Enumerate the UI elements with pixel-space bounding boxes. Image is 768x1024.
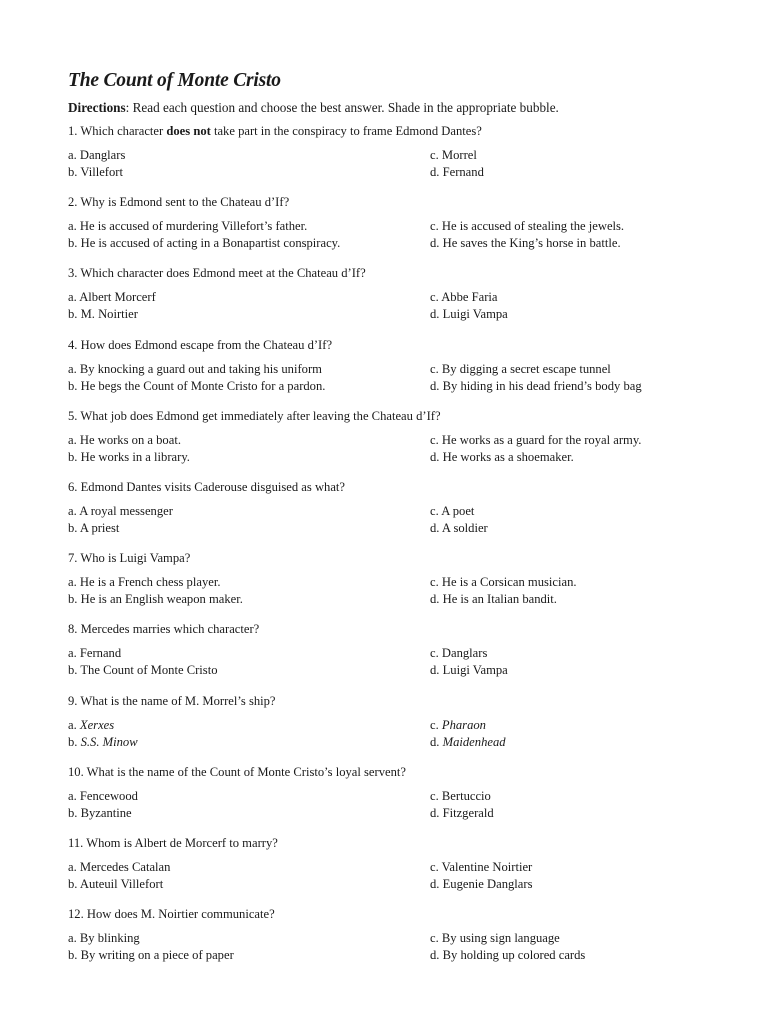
option-b[interactable] <box>68 734 138 750</box>
question-2 <box>68 194 728 265</box>
option-c[interactable] <box>430 717 486 733</box>
option-a[interactable]: a. Mercedes Catalan <box>68 859 171 874</box>
directions <box>68 100 559 116</box>
option-a[interactable]: a. Albert Morcerf <box>68 290 156 305</box>
option-d[interactable]: d. Luigi Vampa <box>430 307 508 322</box>
option-b[interactable]: b. By writing on a piece of paper <box>68 948 234 963</box>
question-text <box>68 123 482 139</box>
option-b[interactable]: b. Byzantine <box>68 805 132 820</box>
option-c[interactable]: c. By using sign language <box>430 931 560 946</box>
worksheet-title: The Count of Monte Cristo <box>68 70 281 91</box>
option-b[interactable]: b. Villefort <box>68 165 123 179</box>
option-d[interactable]: d. By holding up colored cards <box>430 948 586 963</box>
question-text: 9. What is the name of M. Morrel’s ship? <box>68 693 276 708</box>
question-10 <box>68 764 728 835</box>
option-d[interactable]: d. He works as a shoemaker. <box>430 449 574 464</box>
option-a[interactable]: a. A royal messenger <box>68 503 173 518</box>
option-d[interactable]: d. He is an Italian bandit. <box>430 592 557 607</box>
option-a[interactable]: a. He works on a boat. <box>68 432 181 447</box>
question-4 <box>68 337 728 408</box>
option-a[interactable]: a. By knocking a guard out and taking his uniform <box>68 361 322 376</box>
question-text-part: 1. Which character <box>68 124 167 138</box>
question-text: 8. Mercedes marries which character? <box>68 622 260 637</box>
option-b[interactable]: b. The Count of Monte Cristo <box>68 663 218 678</box>
question-text: 11. Whom is Albert de Morcerf to marry? <box>68 835 278 850</box>
question-11 <box>68 835 728 906</box>
directions-label: Directions <box>68 100 126 115</box>
question-7 <box>68 550 728 621</box>
question-12 <box>68 906 728 977</box>
question-text-part: take part in the conspiracy to frame Edmond Dantes? <box>210 124 482 138</box>
question-text: 6. Edmond Dantes visits Caderouse disguised as what? <box>68 479 346 494</box>
question-text: 10. What is the name of the Count of Monte Cristo’s loyal servent? <box>68 764 406 779</box>
question-list <box>68 123 728 977</box>
question-text: 2. Why is Edmond sent to the Chateau d’If? <box>68 195 290 210</box>
option-b[interactable]: b. M. Noirtier <box>68 307 138 322</box>
option-d[interactable]: d. Luigi Vampa <box>430 663 508 678</box>
option-a[interactable]: a. He is a French chess player. <box>68 575 221 590</box>
question-text: 4. How does Edmond escape from the Chateau d’If? <box>68 337 333 352</box>
option-a[interactable]: a. He is accused of murdering Villefort’s father. <box>68 219 308 234</box>
option-text: Xerxes <box>79 717 115 732</box>
question-1 <box>68 123 728 194</box>
option-b[interactable]: b. A priest <box>68 520 120 535</box>
question-3 <box>68 265 728 336</box>
option-text: S.S. Minow <box>80 734 138 749</box>
option-c[interactable]: c. He is accused of stealing the jewels. <box>430 219 625 234</box>
option-letter: b. <box>68 734 81 749</box>
question-text: 12. How does M. Noirtier communicate? <box>68 907 275 922</box>
option-b[interactable]: b. He begs the Count of Monte Cristo for a pardon. <box>68 378 326 393</box>
option-d[interactable]: d. By hiding in his dead friend’s body bag <box>430 378 642 393</box>
option-a[interactable]: a. By blinking <box>68 931 140 946</box>
option-d[interactable]: d. A soldier <box>430 520 488 535</box>
question-6 <box>68 479 728 550</box>
option-b[interactable]: b. He is accused of acting in a Bonapartist conspiracy. <box>68 236 341 251</box>
option-b[interactable]: b. He works in a library. <box>68 449 190 464</box>
option-c[interactable]: c. Danglars <box>430 646 488 661</box>
directions-text: : Read each question and choose the best answer. Shade in the appropriate bubble. <box>125 100 559 115</box>
option-d[interactable]: d. Eugenie Danglars <box>430 876 533 891</box>
option-c[interactable]: c. Valentine Noirtier <box>430 859 533 874</box>
option-c[interactable]: c. By digging a secret escape tunnel <box>430 361 611 376</box>
option-letter: c. <box>430 717 442 732</box>
option-letter: a. <box>68 717 80 732</box>
question-text: 7. Who is Luigi Vampa? <box>68 551 191 566</box>
option-b[interactable]: b. Auteuil Villefort <box>68 876 164 891</box>
option-d[interactable]: d. He saves the King’s horse in battle. <box>430 236 621 251</box>
option-c[interactable]: c. He is a Corsican musician. <box>430 575 577 590</box>
question-text: 5. What job does Edmond get immediately after leaving the Chateau d’If? <box>68 408 441 423</box>
option-d[interactable] <box>430 734 506 750</box>
option-d[interactable]: d. Fernand <box>430 165 484 179</box>
option-a[interactable] <box>68 717 114 733</box>
option-d[interactable]: d. Fitzgerald <box>430 805 494 820</box>
option-b[interactable]: b. He is an English weapon maker. <box>68 592 243 607</box>
option-c[interactable]: c. Abbe Faria <box>430 290 498 305</box>
question-8 <box>68 621 728 692</box>
option-c[interactable]: c. He works as a guard for the royal army. <box>430 432 642 447</box>
option-a[interactable]: a. Fernand <box>68 646 122 661</box>
option-a[interactable]: a. Danglars <box>68 148 126 162</box>
option-text: Maidenhead <box>442 734 506 749</box>
option-c[interactable]: c. A poet <box>430 503 475 518</box>
option-c[interactable]: c. Bertuccio <box>430 788 491 803</box>
question-text: 3. Which character does Edmond meet at the Chateau d’If? <box>68 266 366 281</box>
option-letter: d. <box>430 734 443 749</box>
option-a[interactable]: a. Fencewood <box>68 788 138 803</box>
question-9 <box>68 693 728 764</box>
option-c[interactable]: c. Morrel <box>430 148 477 162</box>
question-emphasis: does not <box>166 124 211 138</box>
question-5 <box>68 408 728 479</box>
option-text: Pharaon <box>441 717 486 732</box>
